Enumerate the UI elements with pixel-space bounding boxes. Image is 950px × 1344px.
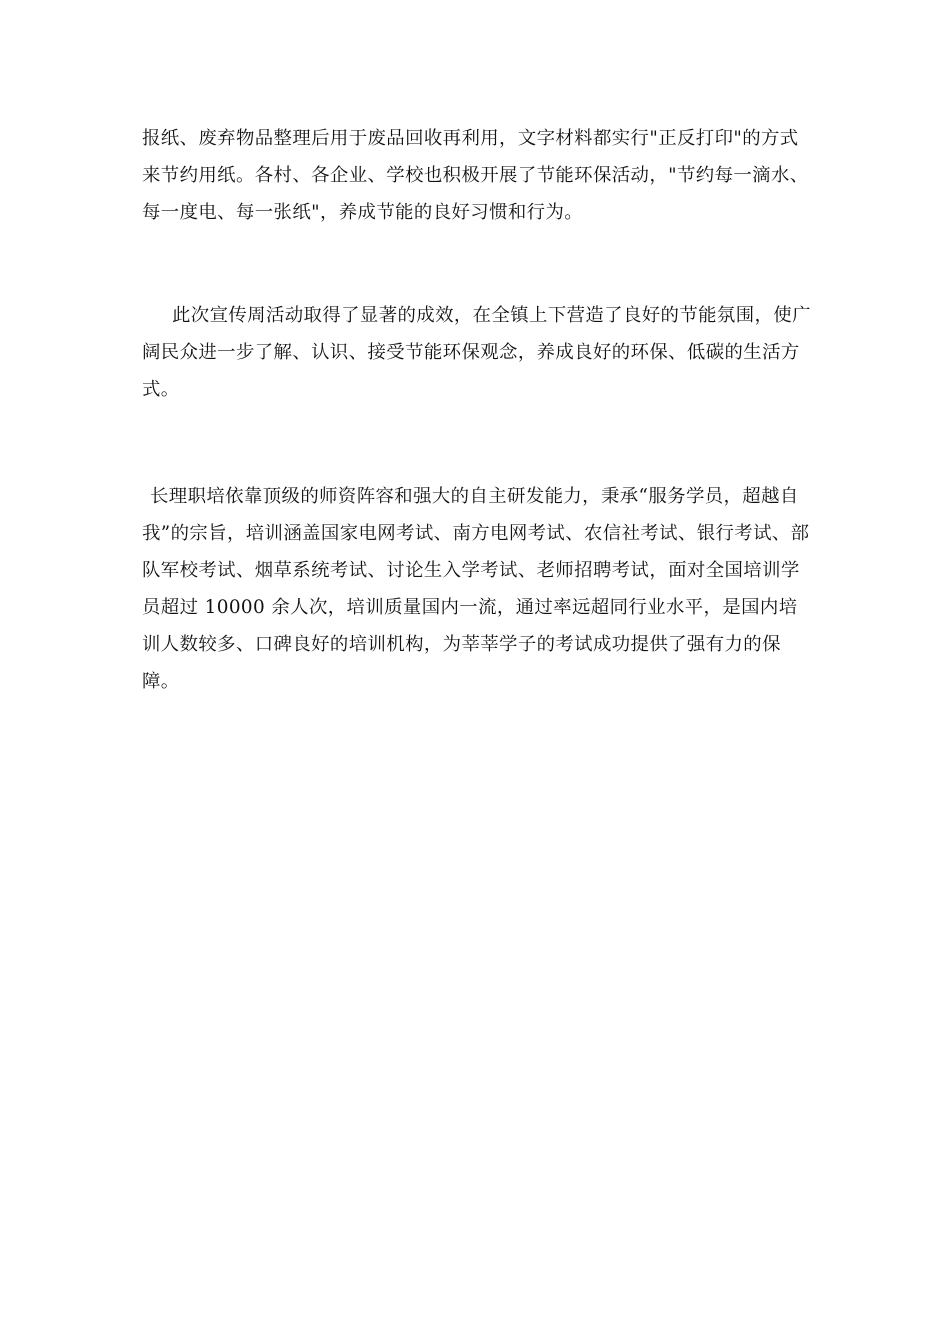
paragraph-energy-saving-measures: 报纸、废弃物品整理后用于废品回收再利用，文字材料都实行"正反打印"的方式来节约用纸。各村、各企业、学校也积极开展了节能环保活动，"节约每一滴水、每一度电、每一张纸"，养成节能的良好习惯和行为。 [142,128,809,223]
paragraph-campaign-results: 此次宣传周活动取得了显著的成效，在全镇上下营造了良好的节能氛围，使广阔民众进一步了解、认识、接受节能环保观念，养成良好的环保、低碳的生活方式。 [142,305,811,400]
paragraph-training-institution: 长理职培依靠顶级的师资阵容和强大的自主研发能力，秉承“服务学员，超越自我”的宗旨，培训涵盖国家电网考试、南方电网考试、农信社考试、银行考试、部队军校考试、烟草系统考试、讨论生入学考试、老师招聘考试，面对全国培训学员超过 10000 余人次，培训质量国内一流，通过率远超同行业水平，是国内培训人数较多、口碑良好的培训机构，为莘莘学子的考试成功提供了强有力的保障。 [142,486,810,692]
